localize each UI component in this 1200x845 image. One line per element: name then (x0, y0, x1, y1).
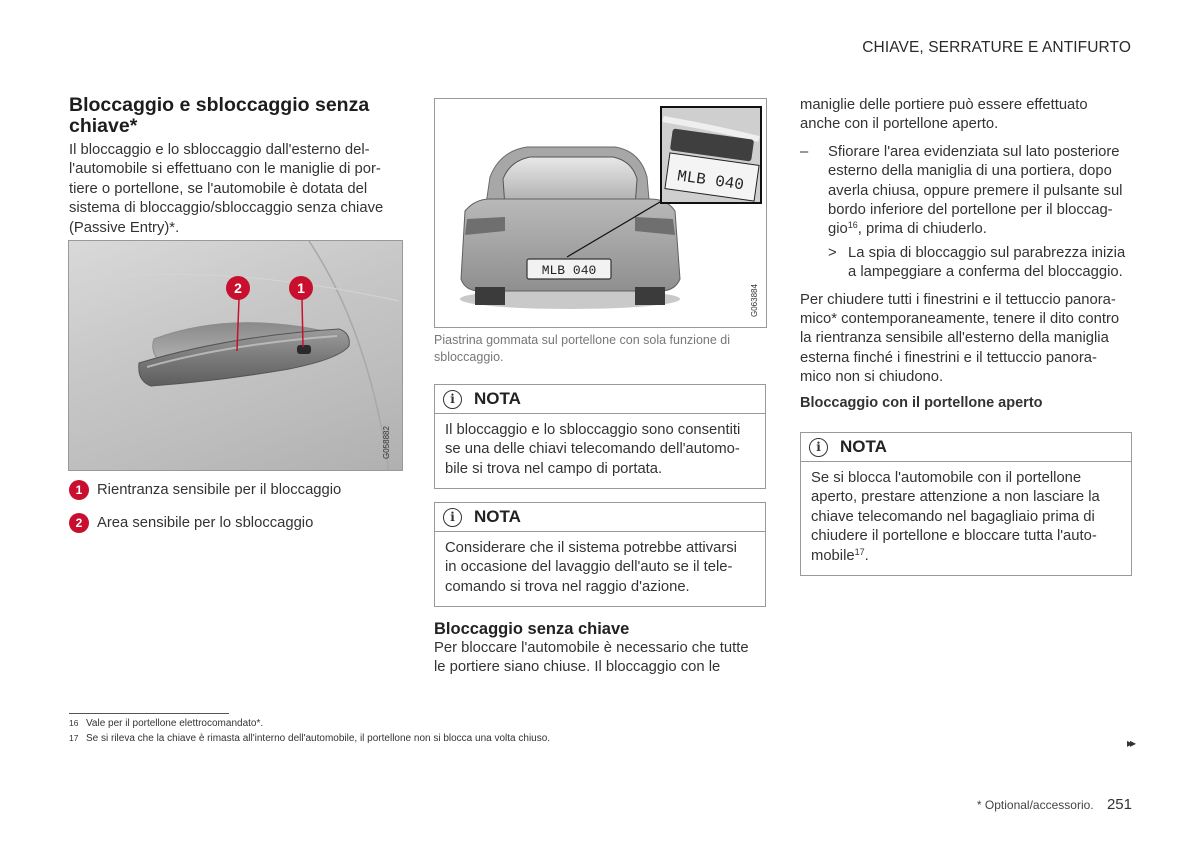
text-line: esterno della maniglia di una portiera, dopo (828, 163, 1112, 180)
footnote (69, 718, 263, 729)
text-line: chiudere il portellone e bloccare tutta l'auto- (811, 528, 1097, 545)
text-span: mobile (811, 547, 855, 564)
legend-text: Area sensibile per lo sbloccaggio (97, 515, 314, 531)
optional-note: * Optional/accessorio. (976, 798, 1094, 812)
door-handle-illustration (68, 240, 403, 471)
text-line: anche con il portellone aperto. (800, 116, 999, 133)
note-header (801, 433, 1131, 462)
intro-paragraph (69, 141, 387, 238)
footnote-number: 16 (69, 718, 79, 728)
text-line: Per bloccare l'automobile è necessario che tutte (434, 640, 749, 656)
text-line: Il bloccaggio e lo sbloccaggio sono consentiti (445, 422, 741, 438)
text-span: , prima di chiuderlo. (857, 221, 987, 238)
footnote-divider (69, 713, 229, 714)
caption-line: Piastrina gommata sul portellone con sola funzione di (434, 333, 731, 347)
text-line: se una delle chiavi telecomando dell'automo- (445, 441, 740, 458)
text-line: in occasione del lavaggio dell'auto se il tele- (445, 559, 733, 576)
figure-caption (434, 332, 764, 366)
text-line: mico non si chiudono. (800, 369, 944, 386)
car-rear-drawing (435, 99, 767, 328)
keyless-locking-section (434, 620, 766, 678)
section-title (69, 95, 387, 137)
legend-number-badge: 1 (69, 480, 89, 500)
text-line: maniglie delle portiere può essere effettuato (800, 97, 1088, 113)
figure-code: G058882 (382, 426, 391, 459)
license-plate-text: MLB 040 (541, 263, 597, 278)
footnote-text: Vale per il portellone elettrocomandato*. (86, 718, 264, 729)
info-icon: i (443, 508, 462, 527)
text-line: Il bloccaggio e lo sbloccaggio dall'esterno del- (69, 142, 370, 158)
dash-marker: – (800, 143, 809, 160)
text-line: mico* contemporaneamente, tenere il dito contro (800, 311, 1120, 328)
legend-item (69, 480, 399, 500)
page-number: 251 (1106, 796, 1132, 813)
result-marker: > (828, 244, 837, 261)
note-box (800, 432, 1132, 576)
info-icon: i (443, 390, 462, 409)
text-line: Sfiorare l'area evidenziata sul lato posteriore (828, 143, 1120, 160)
text-span: . (864, 547, 869, 564)
callout-1-label: 1 (297, 280, 305, 296)
text-line: la rientranza sensibile all'esterno della maniglia (800, 330, 1109, 347)
result-text (848, 244, 1125, 283)
note-body (435, 532, 765, 606)
footnote-number: 17 (69, 733, 79, 743)
note-box (434, 384, 766, 489)
text-span: gio (828, 221, 848, 238)
header-title: CHIAVE, SERRATURE E ANTIFURTO (862, 39, 1131, 56)
note-body (801, 462, 1131, 575)
page-footer (977, 796, 1132, 813)
legend-item (69, 513, 399, 533)
caption-line: sbloccaggio. (434, 350, 504, 364)
note-title: NOTA (474, 507, 521, 526)
footnote (69, 733, 550, 744)
license-plate-zoom-text: MLB 040 (675, 167, 745, 195)
text-line: esterna finché i finestrini e il tettuccio panora- (800, 349, 1097, 366)
text-line: tiere o portellone, se l'automobile è dotata del (69, 180, 368, 197)
paragraph (434, 639, 766, 678)
subsection-title: Bloccaggio con il portellone aperto (800, 394, 1043, 411)
text-line: Considerare che il sistema potrebbe attivarsi (445, 540, 737, 556)
footnote-text: Se si rileva che la chiave è rimasta all'interno dell'automobile, il portellone non si blocca una volta chiuso. (86, 733, 551, 744)
text-line: comando si trova nel raggio d'azione. (445, 578, 690, 595)
text-line: Se si blocca l'automobile con il portellone (811, 470, 1082, 486)
text-line: La spia di bloccaggio sul parabrezza inizia (848, 244, 1126, 261)
column-1 (69, 95, 387, 238)
text-line: averla chiusa, oppure premere il pulsante sul (828, 182, 1123, 199)
text-line: (Passive Entry)*. (69, 219, 180, 236)
column-3 (800, 96, 1132, 411)
text-line: aperto, prestare attenzione a non lasciare la (811, 489, 1100, 506)
door-handle-drawing (69, 241, 403, 471)
note-header (435, 385, 765, 414)
text-line: a lampeggiare a conferma del bloccaggio. (848, 264, 1123, 281)
section-title-line: Bloccaggio e sbloccaggio senza (69, 94, 370, 116)
continue-arrows-icon: ▸▸ (1126, 736, 1133, 750)
text-line: sistema di bloccaggio/sbloccaggio senza chiave (69, 200, 384, 217)
note-title: NOTA (474, 389, 521, 408)
callout-2-label: 2 (234, 280, 242, 296)
text-line: Per chiudere tutti i finestrini e il tettuccio panora- (800, 291, 1116, 308)
text-line (811, 547, 1121, 566)
note-title: NOTA (840, 437, 887, 456)
step-result (828, 244, 1132, 283)
text-line: bile si trova nel campo di portata. (445, 460, 663, 477)
footnote-ref: 16 (847, 220, 858, 231)
car-rear-illustration (434, 98, 767, 328)
step-text (828, 143, 1122, 240)
paragraph (800, 96, 1132, 135)
paragraph (800, 291, 1132, 388)
info-icon: i (809, 438, 828, 457)
figure-code: G063884 (750, 284, 759, 317)
text-line: chiave telecomando nel bagagliaio prima di (811, 508, 1095, 525)
section-title-line: chiave* (69, 115, 138, 137)
text-line: bordo inferiore del portellone per il bloccag- (828, 202, 1113, 219)
subsection-title: Bloccaggio senza chiave (434, 620, 630, 638)
text-line: le portiere siano chiuse. Il bloccaggio con le (434, 659, 721, 676)
legend-number-badge: 2 (69, 513, 89, 533)
note-header (435, 503, 765, 532)
legend-text: Rientranza sensibile per il bloccaggio (97, 482, 342, 498)
instruction-step (800, 143, 1132, 240)
text-line (828, 220, 1122, 239)
footnote-ref: 17 (854, 546, 865, 557)
text-line: l'automobile si effettuano con le maniglie di por- (69, 161, 381, 178)
note-body (435, 414, 765, 488)
note-box (434, 502, 766, 607)
